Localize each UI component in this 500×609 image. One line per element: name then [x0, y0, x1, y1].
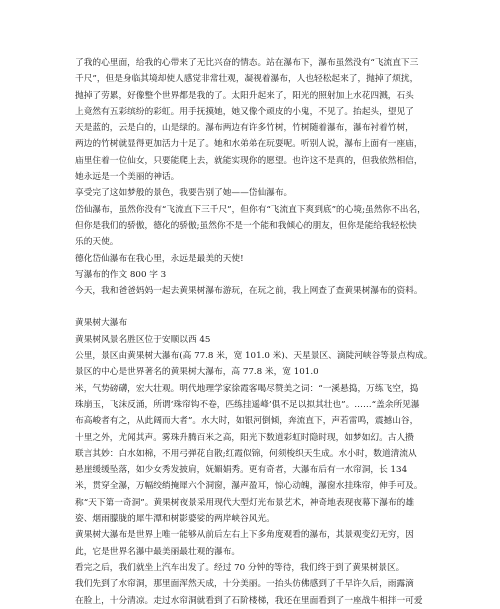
text-line: 她永远是一个美丽的神话。: [75, 172, 180, 183]
text-line: 享受完了这如梦般的景色，我要告别了她——岱仙瀑布。: [75, 188, 293, 199]
text-line: 了我的心里面，给我的心带来了无比兴奋的情态。站在瀑布下，瀑布虽然没有“飞流直下三: [75, 58, 419, 68]
text-line: 景区的中心是世界著名的黄果树大瀑布，高 77.8 米，宽 101.0: [75, 367, 319, 378]
text-line: 在脸上，十分清凉。走过水帘洞就看到了石阶楼梯，我还在里面看到了一座战牛相拌一可爱: [75, 595, 423, 606]
text-line: 联言其妙：白水如棉，不用弓弹花自散;红霞似锦，何须梭织天生成。水小时，数道清流从: [75, 448, 417, 459]
text-line: 上竟然有五彩缤纷的彩虹。用手抚摸她，她又像个顽皮的小鬼，不见了。抬起头，望见了: [75, 106, 414, 117]
text-line: 米，贯穿全瀑，万幅绞绡掩犀六个洞窗，瀑声盈耳，惊心动魄，瀑窗水挂珠帘，伸手可及。: [75, 481, 423, 492]
text-line: 珠崩玉，飞沫反涌，所谓‘珠帘钩不卷，匹练挂遥峰’俱不足以拟其壮也”。……“盖余所见瀑: [75, 399, 420, 410]
text-line: 此，它是世界名瀑中最美丽最壮观的瀑布。: [75, 546, 241, 557]
text-line: 公里，景区由黄果树大瀑布(高 77.8 米，宽 101.0 米)、天星景区、滴陡河峡谷等景点构成。: [75, 351, 433, 362]
text-line: 我们先到了水帘洞，那里面浑然天成，十分美丽。一抬头仿佛感到了千早许久后，雨露滴: [75, 579, 414, 590]
text-line: 称“天下第一奇洞”。黄果树夜景采用现代大型灯光布景艺术，神奇地表现夜幕下瀑布的雄: [75, 497, 415, 508]
text-line: 千尺”，但是身临其境却使人感觉非常壮观，凝视着瀑布，人也轻松起来了，抛掉了烦扰，: [75, 74, 419, 85]
text-line: 庙里住着一位仙女，只要能爬上去，就能实现你的愿望。也许这不是真的，但我依然相信，: [75, 155, 423, 166]
text-line: 姿、烟雨朦胧的犀牛潭和树影婆娑的两岸峡谷风光。: [75, 514, 275, 525]
text-line: 黄果树大瀑布是世界上唯一能够从前后左右上下多角度观看的瀑布，其景观变幻无穷，因: [75, 530, 414, 541]
text-line: 德化岱仙瀑布在我心里，永远是最美的天使!: [75, 253, 244, 264]
document-body: [75, 55, 433, 609]
text-line: 抛掉了劳累，好像整个世界都是我的了。太阳升起来了，阳光的照射加上水花四溅，石头: [75, 90, 414, 101]
section-title: 黄果树大瀑布: [75, 318, 128, 329]
text-line: 但你是我们的骄傲，德化的骄傲;虽然你不是一个能和我倾心的朋友，但你是能给我轻松快: [75, 220, 417, 231]
text-line: 看完之后，我们就坐上汽车出发了。经过 70 分钟的等待，我们终于到了黄果树景区。: [75, 562, 405, 573]
text-line: 天是蓝的，云是白的，山是绿的。瀑布两边有许多竹树，竹树随着瀑布，瀑布衬着竹树，: [75, 123, 414, 134]
text-line: 悬崖缓缓坠落，如少女秀发披肩，妩媚娟秀。更有奇者，大瀑布后有一水帘洞，长 134: [75, 465, 408, 476]
text-line: 乐的天使。: [75, 237, 119, 248]
text-line: 十里之外，尤闻其声。雾珠升腾百米之高，阳光下数道彩虹时隐时现，如梦如幻。古人攒: [75, 432, 414, 443]
text-line: 今天，我和爸爸妈妈一起去黄果树瀑布游玩，在玩之前，我上网查了查黄果树瀑布的资料。: [75, 286, 423, 297]
text-line: 米，气势磅礴，宏大壮观。明代地理学家徐霞客喝尽赞美之词：“一溪悬捣，万练飞空，捣: [75, 383, 419, 394]
text-line: 两边的竹树就显得更加活力十足了。她和水弟弟在玩耍呢。听别人说，瀑布上面有一座庙，: [75, 139, 423, 150]
text-line: 布高峻者有之，从此阔而大者”。水大时，如银河倒倾，奔流直下，声若雷鸣，震撼山谷，: [75, 416, 419, 427]
text-line: 黄果树风景名胜区位于安顺以西 45: [75, 334, 211, 345]
section-heading: 写瀑布的作文 800 字 3: [75, 269, 167, 280]
text-line: 岱仙瀑布，虽然你没有“飞流直下三千尺”，但你有“飞流直下爽到底”的心境;虽然你不出名，: [75, 204, 426, 215]
